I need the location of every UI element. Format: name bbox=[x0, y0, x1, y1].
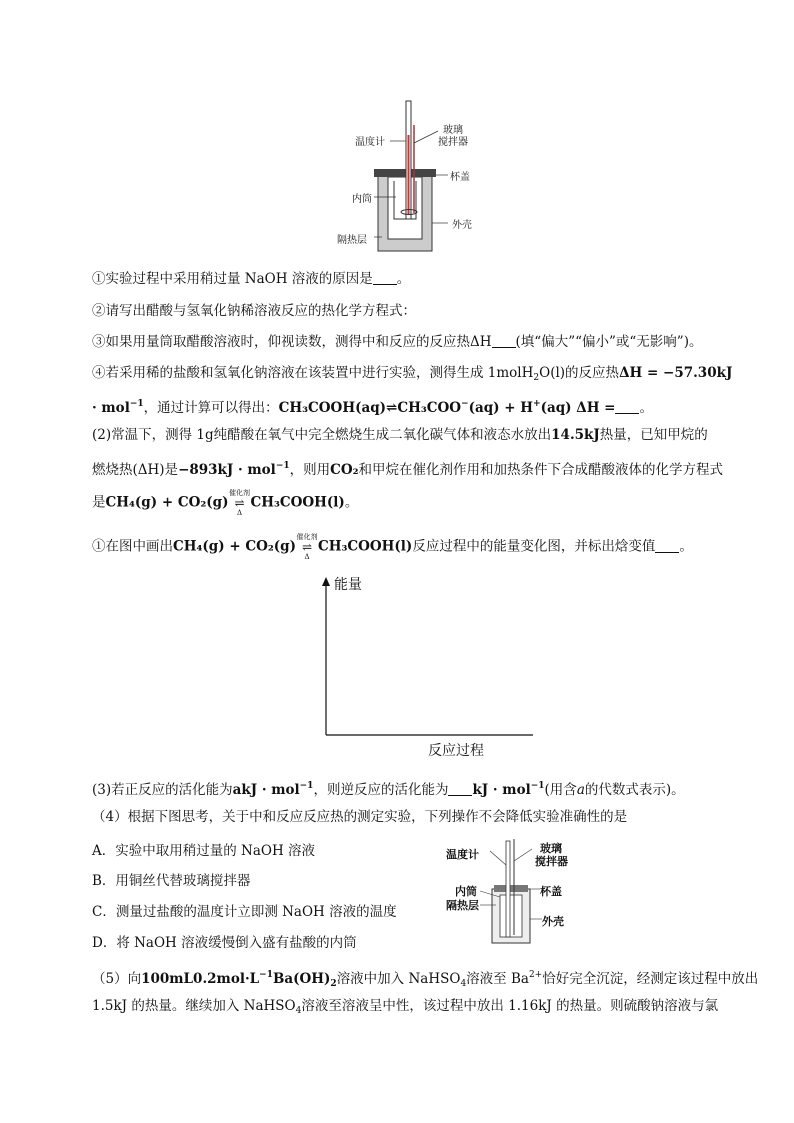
question-4-option-a: A．实验中取用稍过量的 NaOH 溶液 bbox=[92, 843, 316, 859]
fig2-insulation-label: 隔热层 bbox=[446, 899, 479, 912]
question-5-line-1: （5）向$100mL0.2mol\cdot L^{-1}Ba(OH)_2$溶液中加入 NaHSO$_4$溶液至 $Ba^{2+}$恰好完全沉淀，经测定该过程中放出 bbox=[92, 970, 759, 989]
fig2-stirrer-label-2: 搅拌器 bbox=[535, 855, 568, 868]
fig2-stirrer-label-1: 玻璃 bbox=[540, 842, 562, 855]
fig2-thermometer-label: 温度计 bbox=[446, 848, 479, 861]
question-4-option-b: B．用铜丝代替玻璃搅拌器 bbox=[92, 873, 251, 889]
question-5-line-2: 1.5kJ 的热量。继续加入 NaHSO$_4$溶液至溶液呈中性，该过程中放出 1.16kJ 的热量。则硫酸钠溶液与氯 bbox=[92, 998, 719, 1016]
question-2-1: ①在图中画出CH₄(g) + CO₂(g) 催化剂 ⇌ Δ CH₃COOH(l)反应过程中的能量变化图，并标出焓变值 。 bbox=[92, 533, 693, 561]
question-2-line-1: (2)常温下，测得 1g纯醋酸在氧气中完全燃烧生成二氧化碳气体和液态水放出14.5kJ热量，已知甲烷的 bbox=[92, 427, 708, 443]
fig1-insulation-label: 隔热层 bbox=[337, 235, 367, 246]
fig1-stirrer-label-1: 玻璃 bbox=[443, 125, 463, 136]
fig2-inner-label: 内筒 bbox=[455, 885, 477, 898]
fig1-thermometer-label: 温度计 bbox=[355, 137, 385, 148]
question-4-option-c: C．测量过盐酸的温度计立即测 NaOH 溶液的温度 bbox=[92, 904, 397, 920]
question-3: (3)若正反应的活化能为akJ · mol$^{-1}$，则逆反应的活化能为 kJ · mol$^{-1}$(用含a的代数式表示)。 bbox=[92, 781, 685, 798]
question-4-option-d: D．将 NaOH 溶液缓慢倒入盛有盐酸的内筒 bbox=[92, 935, 357, 951]
question-1-2: ②请写出醋酸与氢氧化钠稀溶液反应的热化学方程式： bbox=[92, 303, 416, 319]
question-1-3: ③如果用量筒取醋酸溶液时，仰视读数，测得中和反应的反应热ΔH (填“偏大”“偏小”或“无影响”)。 bbox=[92, 334, 703, 350]
question-4: （4）根据下图思考，关于中和反应反应热的测定实验，下列操作不会降低实验准确性的是 bbox=[92, 809, 628, 825]
fig1-stirrer-label-2: 搅拌器 bbox=[438, 137, 468, 148]
question-1-4: ④若采用稀的盐酸和氢氧化钠溶液在该装置中进行实验，测得生成 1molH$_2$O(l)的反应热ΔH = −57.30kJ bbox=[92, 365, 733, 383]
fig2-shell-label: 外壳 bbox=[542, 915, 564, 928]
fig2-lid-label: 杯盖 bbox=[540, 885, 562, 898]
graph-x-label: 反应过程 bbox=[428, 743, 484, 759]
energy-diagram-axes bbox=[318, 575, 538, 740]
question-2-line-3: 是CH₄(g) + CO₂(g) 催化剂 ⇌ Δ CH₃COOH(l)。 bbox=[92, 489, 359, 517]
question-1-1: ①实验过程中采用稍过量 NaOH 溶液的原因是 。 bbox=[92, 271, 411, 287]
question-1-4-continued: · mol$^{-1}$，通过计算可以得出：CH₃COOH(aq)⇌CH₃COO−(aq) + H+(aq) ΔH = 。 bbox=[92, 399, 653, 416]
fig1-lid-label: 杯盖 bbox=[450, 172, 470, 183]
fig1-shell-label: 外壳 bbox=[452, 220, 472, 231]
question-2-line-2: 燃烧热(ΔH)是−893kJ · mol$^{-1}$，则用CO₂和甲烷在催化剂作用和加热条件下合成醋酸液体的化学方程式 bbox=[92, 461, 724, 478]
graph-y-label: 能量 bbox=[334, 577, 362, 593]
fig1-inner-label: 内筒 bbox=[352, 194, 372, 205]
